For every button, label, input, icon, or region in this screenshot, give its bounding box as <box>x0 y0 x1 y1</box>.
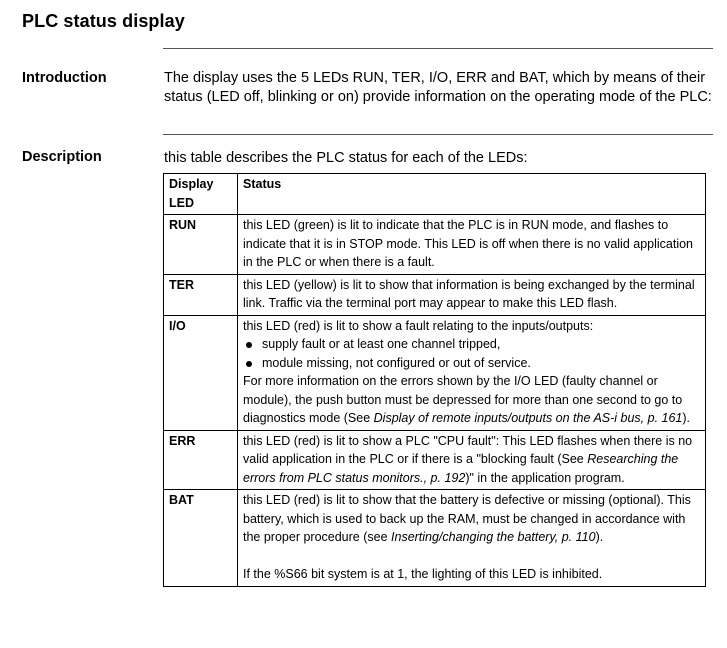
status-bat-note: If the %S66 bit system is at 1, the lighting of this LED is inhibited. <box>243 567 603 581</box>
status-io-more-end: ). <box>682 411 691 425</box>
status-err <box>238 430 706 490</box>
status-err-text: this LED (red) is lit to show a PLC "CPU fault": This LED flashes when there is no valid application in the PLC or if there is a "blocking fault (See <box>243 433 693 466</box>
introduction-text: The display uses the 5 LEDs RUN, TER, I/O, ERR and BAT, which by means of their status (LED off, blinking or on) provide information on the operating mode of the PLC: <box>164 70 712 105</box>
status-ter: this LED (yellow) is lit to show that information is being exchanged by the terminal link. Traffic via the terminal port may appear to make this LED flash. <box>238 274 706 315</box>
status-io-more-text: For more information on the errors shown by the I/O LED (faulty channel or module), the push button must be depressed for more than one second to go to diagnostics mode (See <box>243 374 683 425</box>
description-intro: this table describes the PLC status for each of the LEDs: <box>164 150 528 166</box>
led-status-table <box>163 173 706 587</box>
description-label: Description <box>22 149 102 165</box>
led-name-run: RUN <box>164 215 238 275</box>
status-io-more <box>243 372 701 428</box>
status-err-end: )" in the application program. <box>465 470 625 485</box>
page-title: PLC status display <box>22 11 185 31</box>
introduction-label: Introduction <box>22 70 107 86</box>
cross-reference-link[interactable]: Researching the errors from PLC status monitors., p. 192 <box>243 452 679 485</box>
cross-reference-link[interactable]: Inserting/changing the battery, p. 110 <box>391 530 596 544</box>
table-row <box>164 315 706 430</box>
bullet-item <box>243 335 701 354</box>
status-io-text: this LED (red) is lit to show a fault relating to the inputs/outputs: <box>243 318 594 333</box>
status-io <box>238 315 706 430</box>
status-bat-end: ). <box>595 530 604 544</box>
led-name-err: ERR <box>164 430 238 490</box>
paragraph-spacer <box>243 547 701 566</box>
bullet-text: module missing, not configured or out of service. <box>262 355 531 370</box>
led-name-io: I/O <box>164 315 238 430</box>
bullet-item <box>243 354 701 373</box>
header-display-led: Display LED <box>164 174 238 215</box>
header-status: Status <box>238 174 706 215</box>
bullet-icon <box>246 342 252 348</box>
section-divider-description <box>163 134 713 135</box>
section-divider-top <box>163 48 713 49</box>
led-name-ter: TER <box>164 274 238 315</box>
table-row <box>164 490 706 587</box>
cross-reference-link[interactable]: Display of remote inputs/outputs on the AS-i bus, p. 161 <box>373 411 683 425</box>
led-name-bat: BAT <box>164 490 238 587</box>
table-row <box>164 430 706 490</box>
table-row <box>164 274 706 315</box>
status-bat-text: this LED (red) is lit to show that the battery is defective or missing (optional). This battery, which is used to back up the RAM, must be changed in accordance with the proper procedure (see <box>243 493 691 544</box>
bullet-icon <box>246 361 252 367</box>
status-bat <box>238 490 706 587</box>
table-header-row <box>164 174 706 215</box>
status-run: this LED (green) is lit to indicate that the PLC is in RUN mode, and flashes to indicate that it is in STOP mode. This LED is off when there is no valid application in the PLC or when there is a fault. <box>238 215 706 275</box>
bullet-text: supply fault or at least one channel tripped, <box>262 337 501 351</box>
status-bat-main <box>243 491 701 547</box>
table-row <box>164 215 706 275</box>
